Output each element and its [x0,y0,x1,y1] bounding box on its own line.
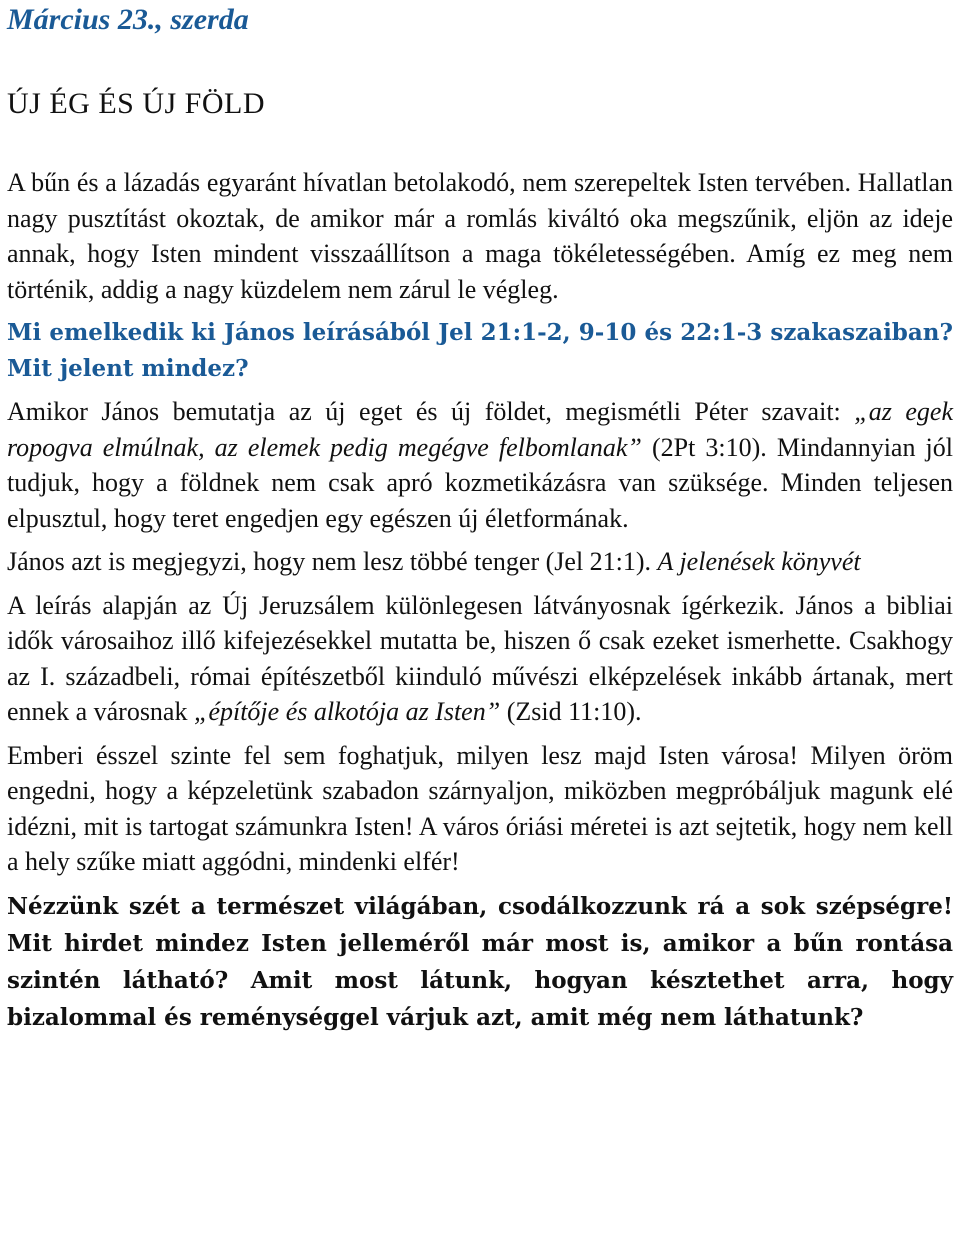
scripture-quote: „építője és alkotója az Isten” [193,697,501,726]
body-text [7,165,953,1044]
paragraph-text: (2Pt 3:10). Mindannyian jól tudjuk, hogy a földnek nem csak apró kozmetikázásra van szüksége. Minden teljesen elpusztul, hogy teret engedjen egy egészen új életformának. [7,432,953,533]
paragraph-text: (Zsid 11:10). [500,697,642,726]
paragraph-sea [7,544,953,580]
paragraph-new-earth [7,394,953,536]
paragraph-text: A leírás alapján az Új Jeruzsálem különlegesen látványosnak ígérkezik. János a bibliai idők városaihoz illő kifejezésekkel mutatta be, hiszen ő csak ezeket ismerhette. Csakhogy az I. századbeli, római építészetből kiinduló művészi elképzelések inkább ártanak, mert ennek a városnak [7,590,953,726]
page-title: ÚJ ÉG ÉS ÚJ FÖLD [7,87,266,120]
paragraph-text: Amikor János bemutatja az új eget és új földet, megismétli Péter szavait: [7,397,855,426]
paragraph-intro: A bűn és a lázadás egyaránt hívatlan betolakodó, nem szerepeltek Isten tervében. Hallatlan nagy pusztítást okoztak, de amikor már a romlás kiváltó oka megszűnik, eljön az ideje annak, hogy Isten mindent visszaállítson a maga tökéletességében. Amíg ez meg nem történik, addig a nagy küzdelem nem zárul le végleg. [7,168,953,304]
paragraph-imagination: Emberi ésszel szinte fel sem foghatjuk, milyen lesz majd Isten városa! Milyen öröm engedni, hogy a képzeletünk szabadon szárnyaljon, miközben megpróbáljuk magunk elé idézni, mit is tartogat számunkra Isten! A város óriási méretei is azt sejtetik, hogy nem kell a hely szűke miatt aggódni, mindenki elfér! [7,740,953,876]
book-reference: A jelenések könyvét [657,547,861,576]
date-heading: Március 23., szerda [7,3,249,36]
paragraph-new-jerusalem [7,588,953,730]
scripture-quote: „az egek ropogva elmúlnak, az elemek pedig megégve felbomlanak” [7,397,953,462]
paragraph-text: János azt is megjegyzi, hogy nem lesz többé tenger (Jel 21:1). [7,547,658,576]
closing-question: Nézzünk szét a természet világában, csodálkozzunk rá a sok szépségre! Mit hirdet mindez Isten jelleméről már most is, amikor a bűn rontása szintén látható? Amit most látunk, hogyan késztethet arra, hogy bizalommal és reménységgel várjuk azt, amit még nem láthatunk? [7,892,953,1031]
study-question: Mi emelkedik ki János leírásából Jel 21:1-2, 9-10 és 22:1-3 szakaszaiban? Mit jelent mindez? [7,319,953,382]
